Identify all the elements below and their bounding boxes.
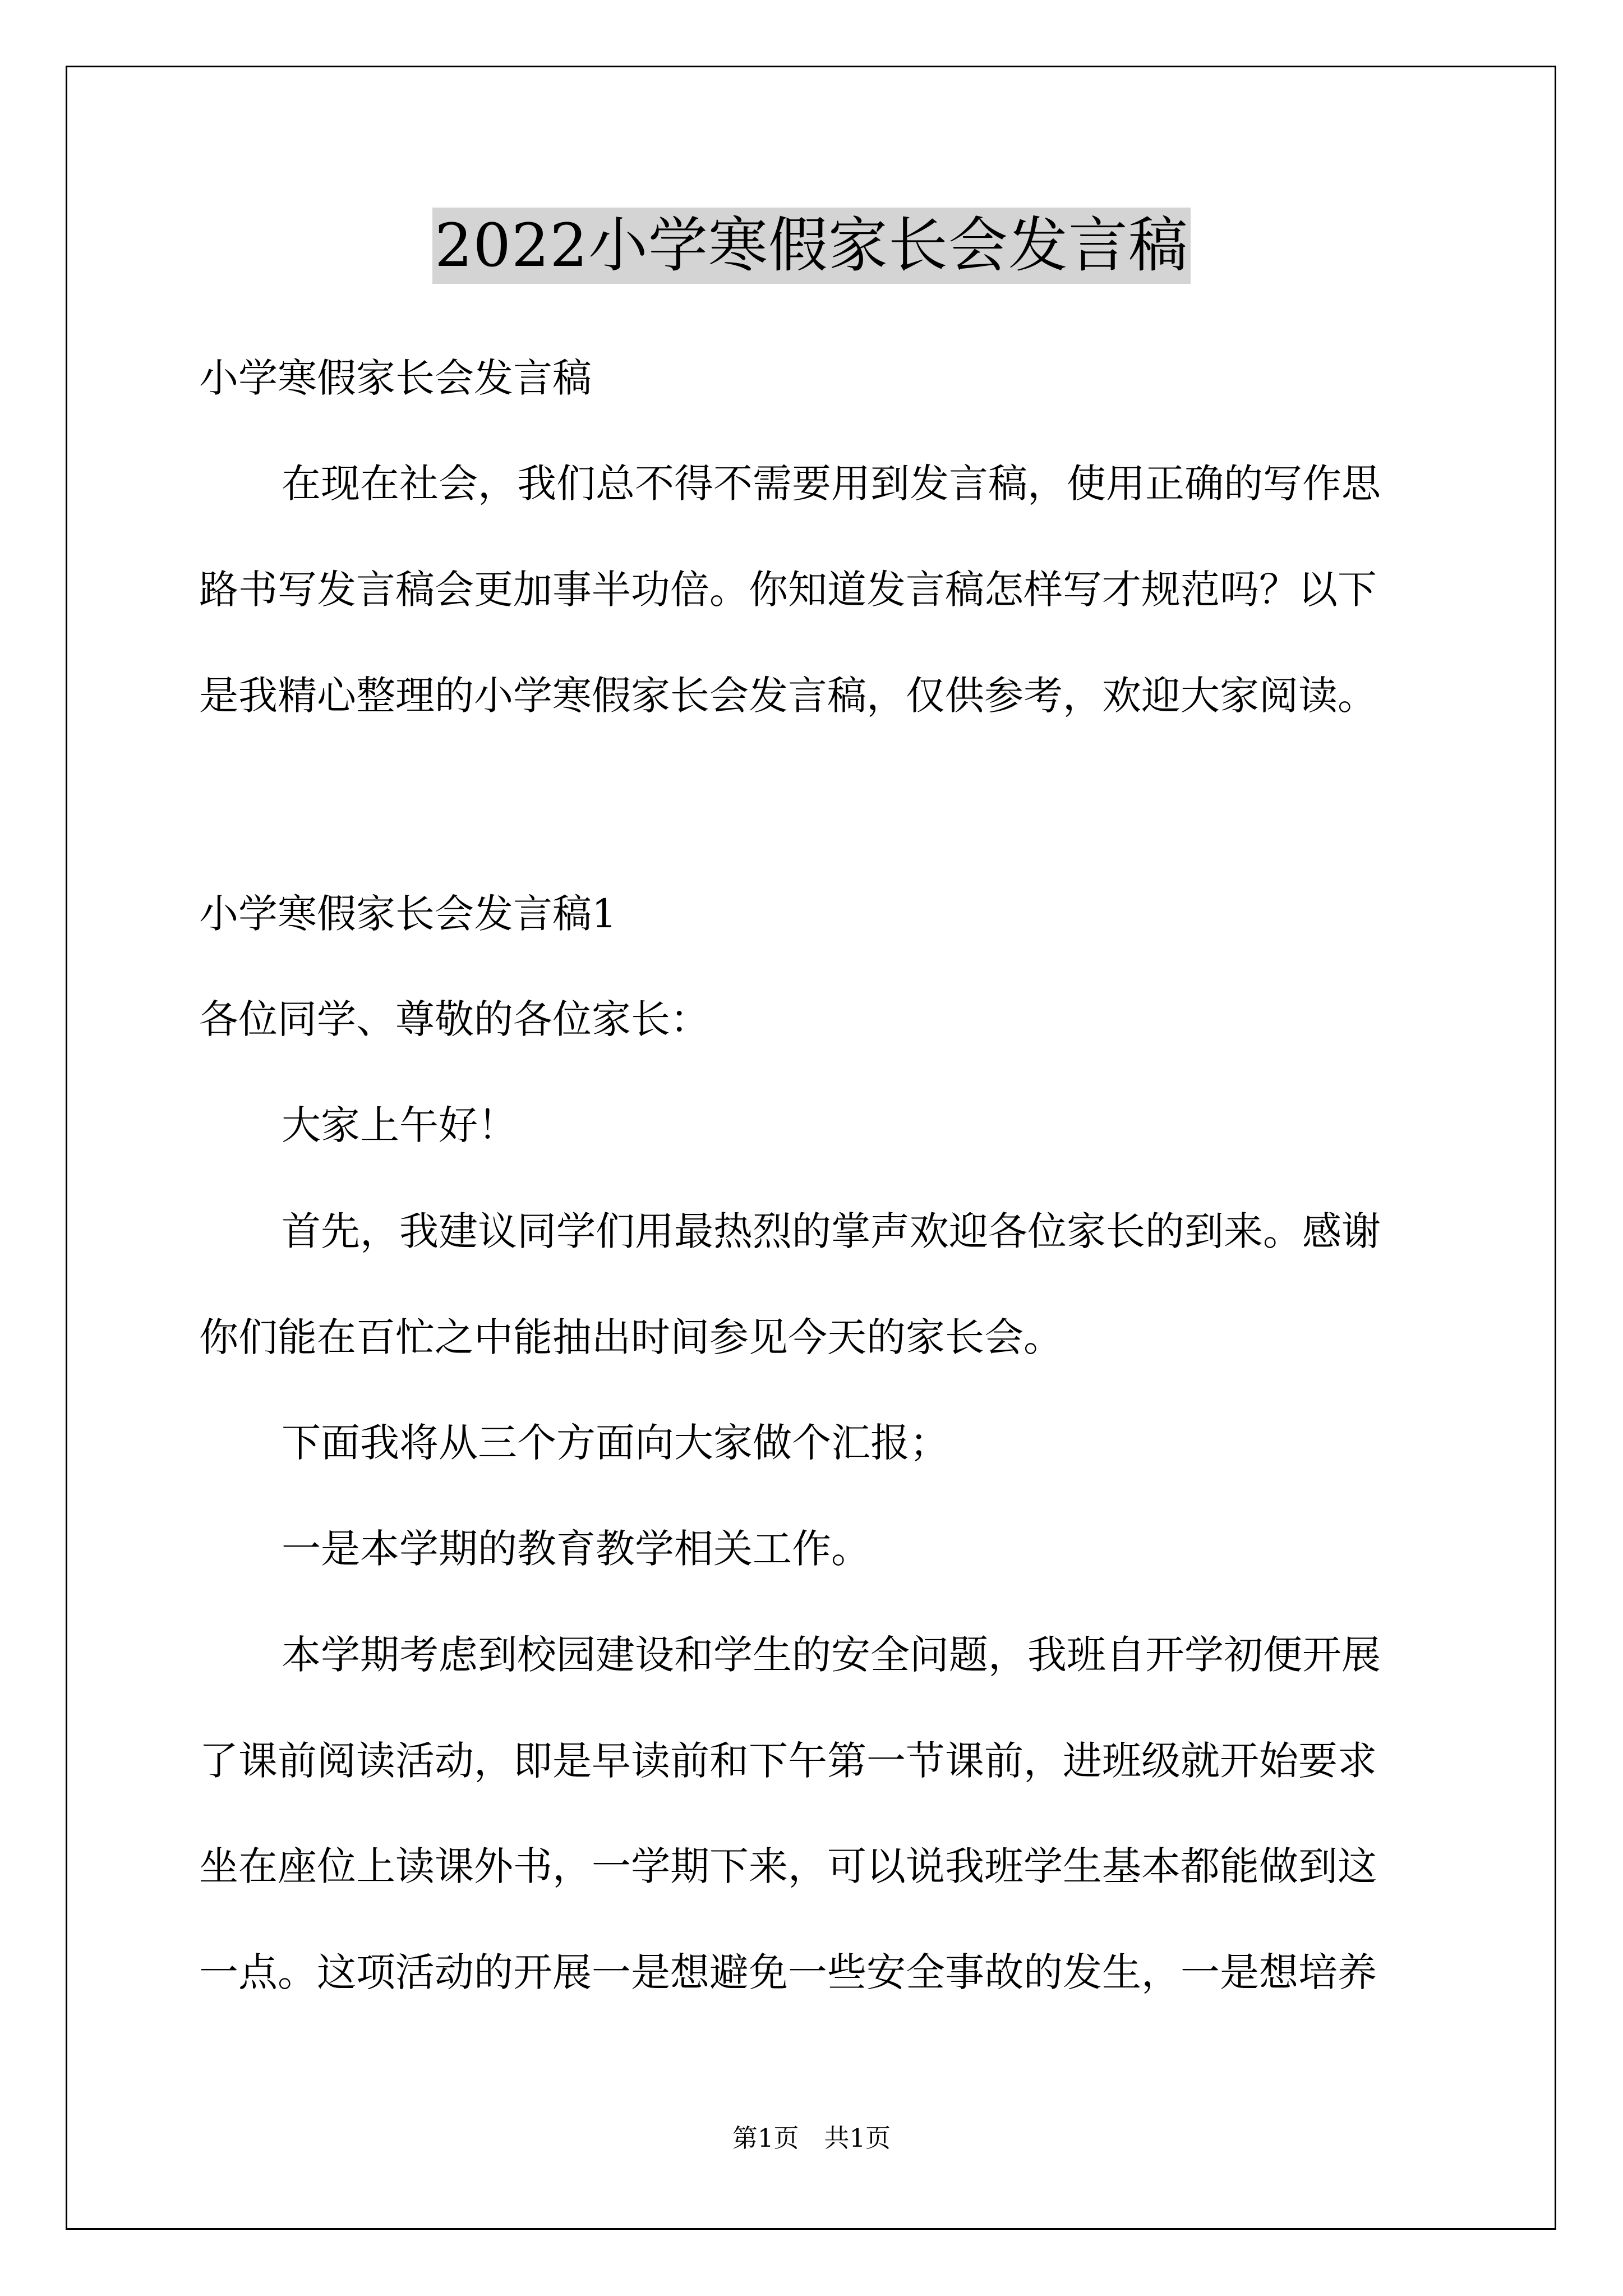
- intro-line-1: 在现在社会，我们总不得不需要用到发言稿，使用正确的写作思: [282, 461, 1381, 507]
- subtitle: 小学寒假家长会发言稿: [199, 355, 592, 401]
- report-intro: 下面我将从三个方面向大家做个汇报；: [282, 1420, 949, 1466]
- para2-line-2: 了课前阅读活动，即是早读前和下午第一节课前，进班级就开始要求: [199, 1738, 1377, 1784]
- section-title: 小学寒假家长会发言稿1: [199, 891, 617, 937]
- page-footer: 第1页 共1页: [732, 2123, 891, 2153]
- para2-line-4: 一点。这项活动的开展一是想避免一些安全事故的发生，一是想培养: [199, 1949, 1377, 1995]
- para1-line-1: 首先，我建议同学们用最热烈的掌声欢迎各位家长的到来。感谢: [282, 1208, 1381, 1254]
- point-one: 一是本学期的教育教学相关工作。: [282, 1526, 870, 1572]
- para2-line-3: 坐在座位上读课外书，一学期下来，可以说我班学生基本都能做到这: [199, 1843, 1377, 1889]
- para2-line-1: 本学期考虑到校园建设和学生的安全问题，我班自开学初便开展: [282, 1632, 1381, 1678]
- salutation: 各位同学、尊敬的各位家长：: [199, 996, 709, 1042]
- intro-line-2: 路书写发言稿会更加事半功倍。你知道发言稿怎样写才规范吗？以下: [199, 567, 1377, 613]
- intro-line-3: 是我精心整理的小学寒假家长会发言稿，仅供参考，欢迎大家阅读。: [199, 673, 1377, 719]
- para1-line-2: 你们能在百忙之中能抽出时间参见今天的家长会。: [199, 1314, 1063, 1360]
- greeting: 大家上午好！: [282, 1102, 517, 1148]
- document-title: 2022小学寒假家长会发言稿: [432, 208, 1191, 284]
- title-container: [0, 208, 1623, 284]
